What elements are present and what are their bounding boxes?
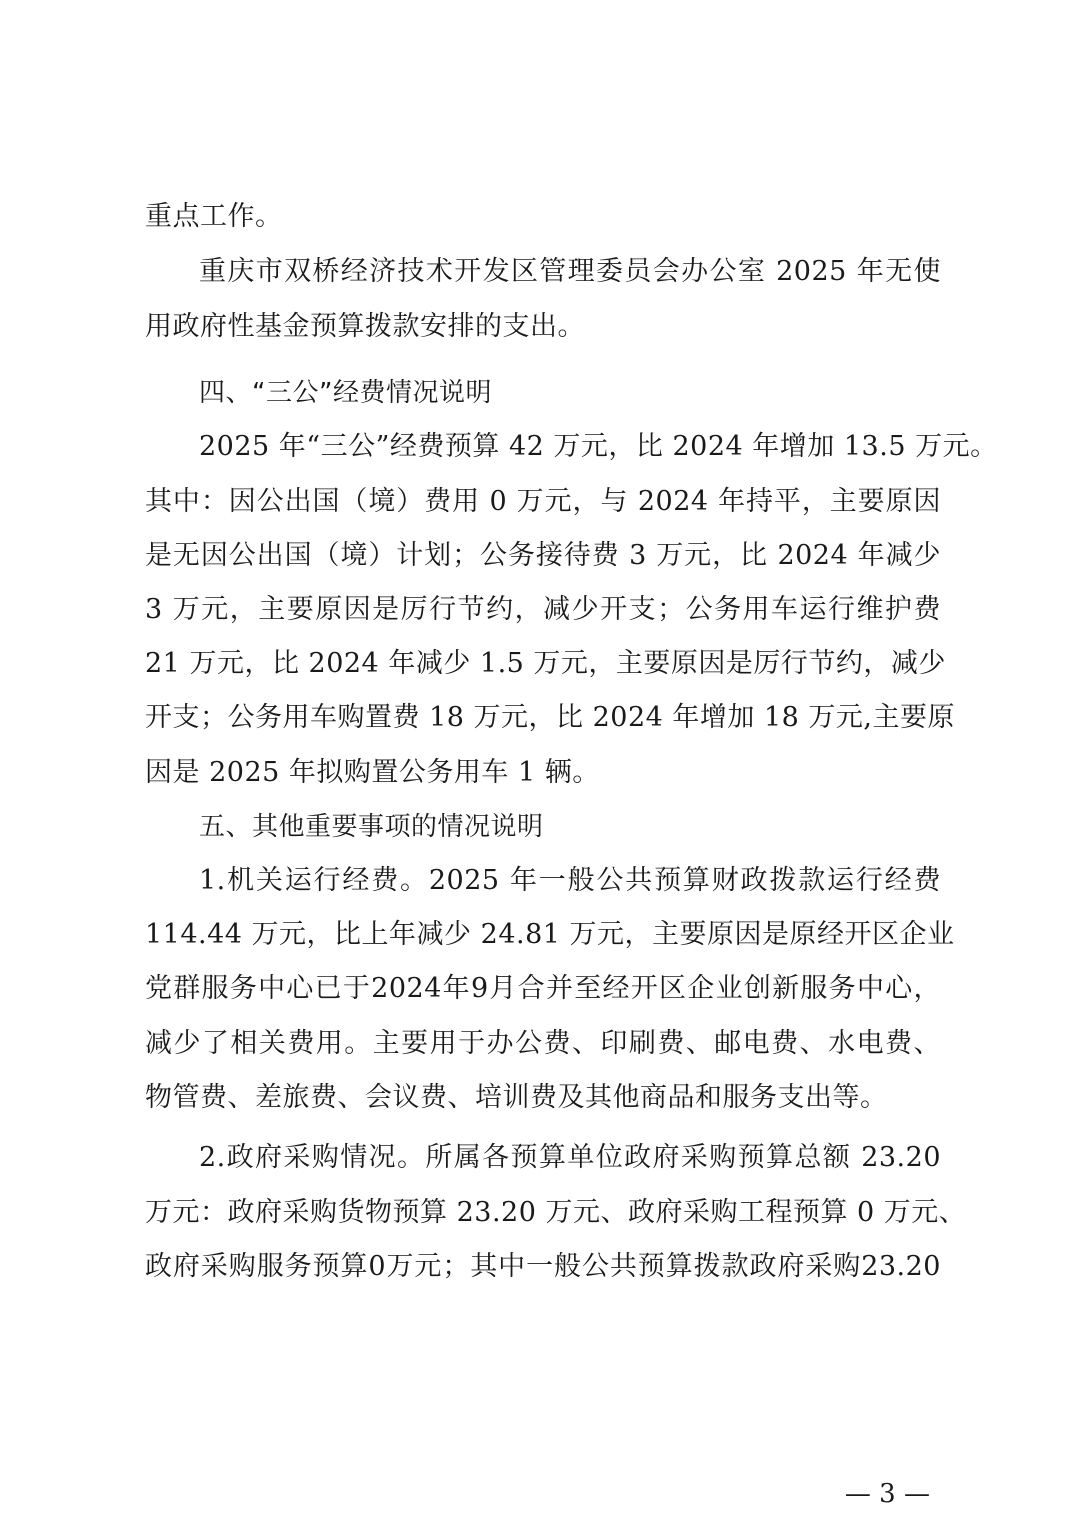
text-line: 物管费、差旅费、会议费、培训费及其他商品和服务支出等。 xyxy=(145,1082,888,1113)
text-line: 3 万元，主要原因是厉行节约，减少开支；公务用车运行维护费 xyxy=(145,594,941,625)
text-line: 2025 年“三公”经费预算 42 万元，比 2024 年增加 13.5 万元。 xyxy=(199,431,998,462)
text-line: 开支；公务用车购置费 18 万元，比 2024 年增加 18 万元,主要原 xyxy=(145,702,956,733)
page-number: — 3 — xyxy=(844,1479,930,1509)
section-heading-five: 五、其他重要事项的情况说明 xyxy=(199,812,544,842)
text-line: 其中：因公出国（境）费用 0 万元，与 2024 年持平，主要原因 xyxy=(145,486,941,517)
text-line: 因是 2025 年拟购置公务用车 1 辆。 xyxy=(145,757,600,788)
text-line: 万元：政府采购货物预算 23.20 万元、政府采购工程预算 0 万元、 xyxy=(145,1197,967,1228)
text-line: 用政府性基金预算拨款安排的支出。 xyxy=(145,311,585,342)
section-heading-four: 四、“三公”经费情况说明 xyxy=(199,378,492,408)
text-line: 21 万元，比 2024 年减少 1.5 万元，主要原因是厉行节约，减少 xyxy=(145,648,946,679)
text-line: 党群服务中心已于2024年9月合并至经开区企业创新服务中心， xyxy=(145,973,941,1004)
text-line: 2.政府采购情况。所属各预算单位政府采购预算总额 23.20 xyxy=(199,1142,941,1173)
text-line: 1.机关运行经费。2025 年一般公共预算财政拨款运行经费 xyxy=(199,865,941,896)
text-line: 114.44 万元，比上年减少 24.81 万元，主要原因是原经开区企业 xyxy=(145,919,955,950)
text-line: 重庆市双桥经济技术开发区管理委员会办公室 2025 年无使 xyxy=(199,256,941,287)
text-line: 政府采购服务预算0万元；其中一般公共预算拨款政府采购23.20 xyxy=(145,1251,941,1282)
text-line: 是无因公出国（境）计划；公务接待费 3 万元，比 2024 年减少 xyxy=(145,540,941,571)
text-line: 减少了相关费用。主要用于办公费、印刷费、邮电费、水电费、 xyxy=(145,1028,941,1059)
text-line: 重点工作。 xyxy=(145,201,283,232)
